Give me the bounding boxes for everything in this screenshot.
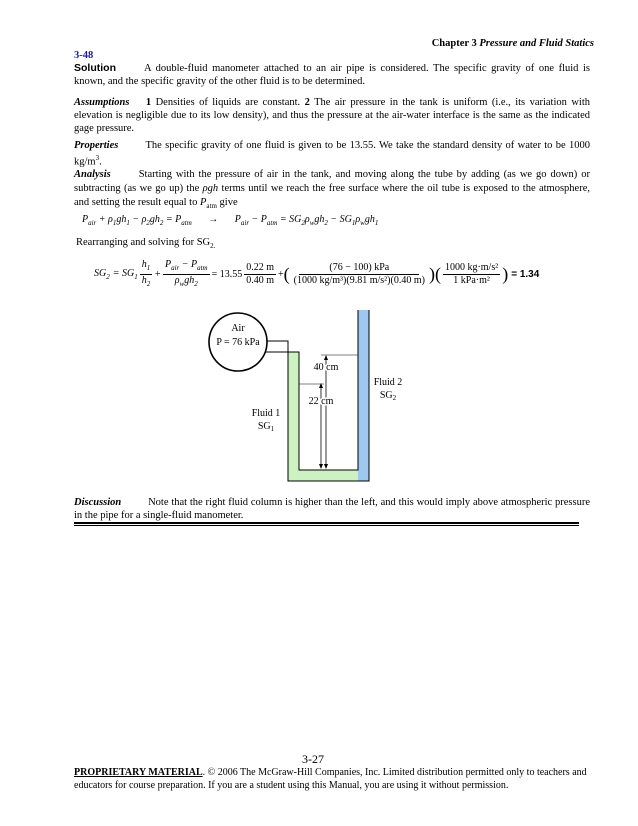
patm-symbol: P [199,197,207,208]
air-label: Air [231,323,245,334]
manometer-figure [200,298,420,494]
properties-text: The specific gravity of one fluid is given to be 13.55. We take the standard density of water to be 1000 kg/m [74,140,590,168]
dimension-22cm: 22 cm [308,396,334,407]
proprietary-label: PROPRIETARY MATERIAL [74,767,203,778]
discussion-label: Discussion [74,497,122,508]
fluid2-fill [358,310,369,481]
fraction-lengths: $\frac{0.22 m}{0.40 m}$ [246,262,275,286]
assumption-text-2: The air pressure in the tank is uniform (i.e., its variation with elevation is negligible due to its low density), and thus the pressure at the air-water interface is the same as the indicated gage pressure. [74,97,590,134]
section-divider-thin [74,525,579,526]
assumptions-paragraph [74,96,590,135]
page-number: 3-27 [302,752,324,766]
chapter-header [432,38,594,49]
assumption-text-1: Densities of liquids are constant. [155,97,301,108]
rho-gh-term: ρgh [202,183,219,194]
patm-subscript: atm [206,202,217,211]
pressure-label: P = 76 kPa [216,337,260,348]
result-value: = 1.34 [511,269,540,280]
fraction-h1-h2: $\frac{h_1}{h_2}$ [141,259,151,288]
equation-2: $SG_2$ = $SG_1$ $\frac{h_1}{h_2}$ + $\frac{P_{air} - P_{atm}}{\rho_wgh_2}$ = 13.55 $\frac{0.22 m}{0.40 m}$ + ( $\frac{\text{(76 − 100) kPa}}{\text{(1000 kg/m³)(9.81 m/s²)(0.40 m)}}$ ) ( $\frac{\text{1000 kg·m/s²}}{\text{1 kPa·m²}}$ ) = 1.34 [94,259,540,288]
fluid1-label: Fluid 1 [251,408,281,419]
fraction-kpa: $\frac{\text{(76 − 100) kPa}}{\text{(1000 kg/m³)(9.81 m/s²)(0.40 m)}}$ [293,262,425,286]
rearrange-text: Rearranging and solving for $SG_{2.}$ [76,237,216,251]
discussion-paragraph [74,496,590,522]
solution-label: Solution [74,62,116,74]
analysis-text-1: Starting with the pressure of air in the tank, and moving along the tube by adding (as we go down) or subtracting (as we go up) the [74,169,590,194]
dimension-40cm: 40 cm [313,362,339,373]
fluid2-sg: $SG_2$ [379,390,397,402]
fraction-pressure: $\frac{P_{air} - P_{atm}}{\rho_wgh_2}$ [164,259,208,288]
problem-number: 3-48 [74,50,94,61]
implies-arrow: → [208,214,219,225]
copyright-text: . © 2006 The McGraw-Hill Companies, Inc. Limited distribution permitted only to teachers and educators for course preparation. If you are a student using this Manual, you are using it without permission. [74,767,587,791]
solution-paragraph [74,62,590,88]
manometer-tube-inner [257,310,358,470]
assumptions-label: Assumptions [74,97,130,108]
analysis-paragraph [74,168,590,213]
analysis-text-2: terms until we reach the free surface where the oil tube is exposed to the atmosphere, and setting the result equal to [74,183,590,208]
properties-paragraph [74,139,590,169]
chapter-subject: Pressure and Fluid Statics [479,38,594,49]
analysis-label: Analysis [74,169,111,180]
fraction-unit-conversion: $\frac{\text{1000 kg·m/s²}}{\text{1 kPa·m²}}$ [444,262,499,286]
fluid2-label: Fluid 2 [373,377,403,388]
fluid1-sg: $SG_1$ [257,421,275,433]
chapter-number: Chapter 3 [431,38,477,49]
section-divider-thick [74,522,579,524]
discussion-text: Note that the right fluid column is higher than the left, and this would imply above atmospheric pressure in the pipe for a single-fluid manometer. [74,497,590,521]
assumption-number-1: 1 [145,97,152,108]
equation-1: $P_{air} + \rho_1gh_1 - \rho_2gh_2 = P_{atm} \to P_{air} - P_{atm} = SG_2\rho_wgh_2 - SG_1\rho_wgh_1$ [82,214,379,227]
footer-copyright [74,766,594,792]
properties-tail: . [99,156,102,168]
solution-text: A double-fluid manometer attached to an air pipe is considered. The specific gravity of one fluid is known, and the specific gravity of the other fluid is to be determined. [74,63,590,87]
analysis-text-3: give [219,197,238,208]
properties-label: Properties [74,140,119,151]
properties-superscript: 3 [95,154,100,162]
assumption-number-2: 2 [304,97,310,108]
